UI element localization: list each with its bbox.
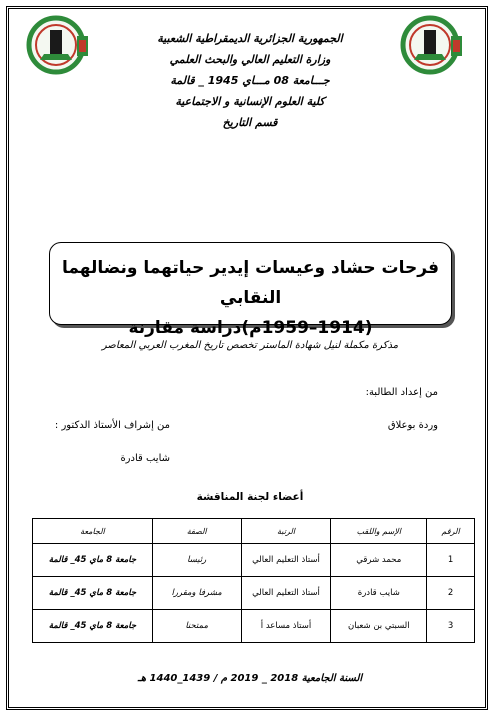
thesis-subtitle: مذكرة مكملة لنيل شهادة الماستر تخصص تاريخ المغرب العربي المعاصر: [101, 340, 399, 351]
republic-name: الجمهورية الجزائرية الديمقراطية الشعبية: [157, 32, 343, 45]
ministry-name: وزارة التعليم العالي والبحث العلمي: [169, 53, 331, 66]
table-row: [33, 577, 475, 610]
row-rank: أستاذ التعليم العالي: [241, 577, 331, 610]
row-number: 2: [427, 577, 475, 610]
row-rank: أستاذ التعليم العالي: [241, 544, 331, 577]
student-name: وردة بوعلاق: [387, 420, 438, 431]
university-logo-left: [22, 14, 90, 76]
university-logo-right: [396, 14, 464, 76]
jury-table: [32, 518, 475, 643]
academic-year: السنة الجامعية 2018 _ 2019 م / 1439_1440 هـ: [137, 673, 363, 684]
table-row: [33, 544, 475, 577]
header-number: الرقم: [427, 519, 475, 544]
supervisor-label: من إشراف الأستاذ الدكتور :: [54, 420, 170, 431]
row-name: شايب قادرة: [331, 577, 427, 610]
department-name: قسم التاريخ: [222, 116, 278, 129]
row-name: السبتي بن شعبان: [331, 610, 427, 643]
university-name: جـــامعة 08 مـــاي 1945 _ قالمة: [170, 74, 330, 87]
row-university: جامعة 8 ماي 45_ قالمة: [33, 577, 153, 610]
row-name: محمد شرقي: [331, 544, 427, 577]
thesis-title-box: [49, 242, 452, 338]
table-header-row: [33, 519, 475, 544]
row-role: مشرفا ومقررا: [152, 577, 241, 610]
header-rank: الرتبة: [241, 519, 331, 544]
header-name: الإسم واللقب: [331, 519, 427, 544]
committee-title: أعضاء لجنة المناقشة: [196, 491, 304, 503]
row-university: جامعة 8 ماي 45_ قالمة: [33, 610, 153, 643]
header-university: الجامعة: [33, 519, 153, 544]
thesis-title-line2: (1914–1959م)دراسة مقارنة: [128, 318, 373, 338]
table-row: [33, 610, 475, 643]
row-number: 3: [427, 610, 475, 643]
row-rank: أستاذ مساعد أ: [241, 610, 331, 643]
supervisor-name: شايب قادرة: [120, 453, 170, 464]
institution-header: [100, 28, 400, 133]
faculty-name: كلية العلوم الإنسانية و الاجتماعية: [175, 95, 325, 108]
student-label: من إعداد الطالبة:: [365, 387, 438, 398]
header-role: الصفة: [152, 519, 241, 544]
thesis-title-line1: فرحات حشاد وعيسات إيدير حياتهما ونضالهما النقابي: [62, 258, 439, 308]
row-number: 1: [427, 544, 475, 577]
row-role: رئيسا: [152, 544, 241, 577]
row-university: جامعة 8 ماي 45_ قالمة: [33, 544, 153, 577]
row-role: ممتحنا: [152, 610, 241, 643]
